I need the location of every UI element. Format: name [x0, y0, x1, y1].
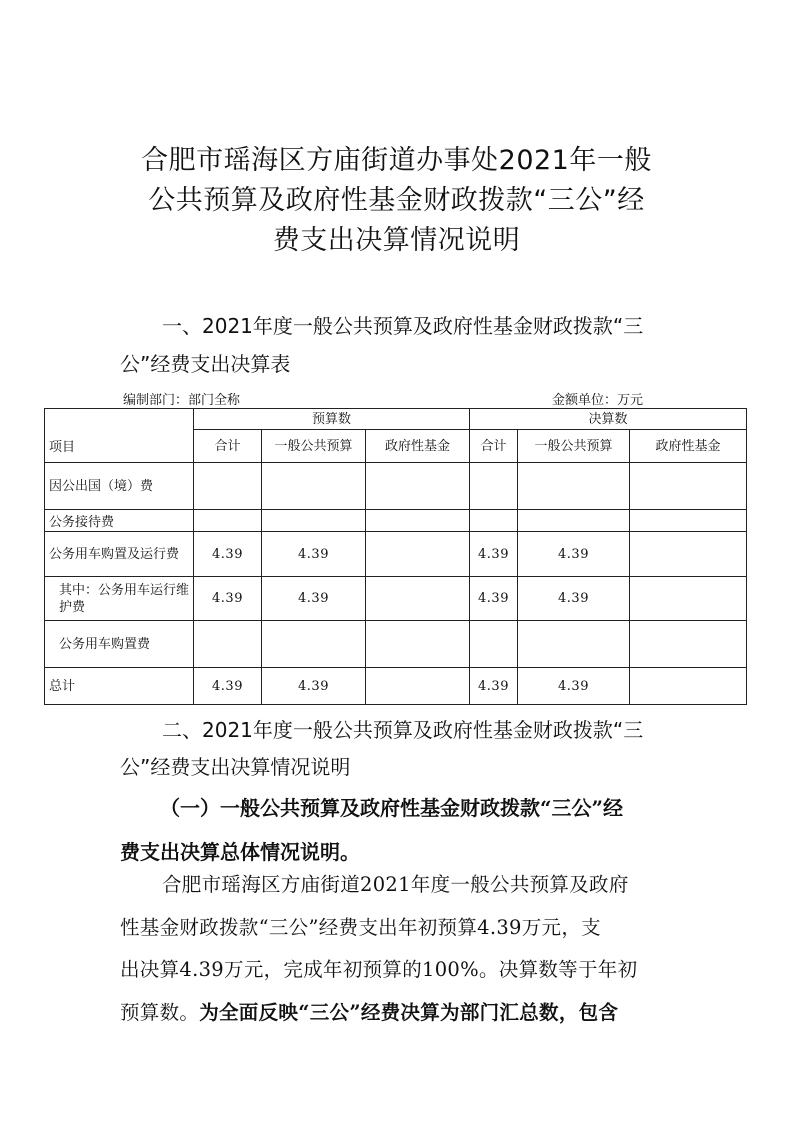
row-item: 因公出国（境）费	[45, 463, 194, 510]
header-final-total: 合计	[470, 430, 518, 463]
subsection-1-heading	[120, 786, 685, 874]
row-budget-total	[194, 621, 262, 668]
row-budget-fund	[366, 668, 470, 705]
row-final-fund	[630, 668, 747, 705]
header-final-fund: 政府性基金	[630, 430, 747, 463]
body-paragraph	[120, 864, 685, 1034]
row-budget-fund	[366, 532, 470, 577]
row-final-fund	[630, 621, 747, 668]
row-final-general: 4.39	[518, 668, 630, 705]
section-2-heading-line-2: 公”经费支出决算情况说明	[120, 755, 351, 779]
row-final-general	[518, 510, 630, 532]
row-budget-general	[262, 463, 366, 510]
row-final-fund	[630, 510, 747, 532]
row-budget-general: 4.39	[262, 532, 366, 577]
compiling-unit: 编制部门：部门全称	[123, 393, 241, 408]
row-item: 公务用车购置费	[45, 621, 194, 668]
row-final-total: 4.39	[470, 577, 518, 621]
row-budget-general	[262, 621, 366, 668]
row-budget-total: 4.39	[194, 668, 262, 705]
title-line-2: 公共预算及政府性基金财政拨款“三公”经	[148, 185, 645, 216]
three-public-expenses-table	[44, 408, 747, 705]
row-final-total	[470, 621, 518, 668]
table-row	[45, 532, 747, 577]
paragraph-line-4-normal: 预算数。	[120, 1000, 200, 1024]
row-budget-total: 4.39	[194, 577, 262, 621]
paragraph-line-4	[120, 992, 685, 1035]
row-final-fund	[630, 532, 747, 577]
header-budget-total: 合计	[194, 430, 262, 463]
section-1-heading-line-1: 一、2021年度一般公共预算及政府性基金财政拨款“三	[162, 314, 644, 338]
row-budget-fund	[366, 621, 470, 668]
row-item: 公务接待费	[45, 510, 194, 532]
row-budget-fund	[366, 463, 470, 510]
subsection-1-heading-line-1: （一）一般公共预算及政府性基金财政拨款“三公”经	[160, 796, 624, 820]
document-title	[0, 141, 793, 261]
paragraph-line-4-bold: 为全面反映“三公”经费决算为部门汇总数，包含	[199, 1000, 619, 1024]
row-item: 总计	[45, 668, 194, 705]
row-item: 其中：公务用车运行维护费	[45, 577, 194, 621]
row-budget-total	[194, 463, 262, 510]
row-final-total: 4.39	[470, 668, 518, 705]
table-row	[45, 577, 747, 621]
table-row	[45, 510, 747, 532]
section-2-heading-line-1: 二、2021年度一般公共预算及政府性基金财政拨款“三	[162, 718, 644, 742]
row-final-general	[518, 463, 630, 510]
row-final-total: 4.39	[470, 532, 518, 577]
section-1-heading-line-2: 公”经费支出决算表	[120, 352, 291, 376]
row-budget-total: 4.39	[194, 532, 262, 577]
header-final-general: 一般公共预算	[518, 430, 630, 463]
section-2-heading	[120, 712, 680, 786]
amount-unit: 金额单位：万元	[552, 393, 644, 408]
header-final-group: 决算数	[470, 409, 747, 430]
title-line-1: 合肥市瑶海区方庙街道办事处2021年一般	[141, 145, 652, 176]
header-budget-general: 一般公共预算	[262, 430, 366, 463]
row-budget-fund	[366, 510, 470, 532]
title-line-3: 费支出决算情况说明	[272, 225, 521, 256]
row-final-general: 4.39	[518, 532, 630, 577]
table-row	[45, 463, 747, 510]
header-budget-fund: 政府性基金	[366, 430, 470, 463]
row-final-fund	[630, 463, 747, 510]
paragraph-line-1: 合肥市瑶海区方庙街道2021年度一般公共预算及政府	[162, 873, 629, 896]
row-budget-general	[262, 510, 366, 532]
header-budget-group: 预算数	[194, 409, 470, 430]
paragraph-line-3: 出决算4.39万元，完成年初预算的100%。决算数等于年初	[120, 958, 638, 981]
row-budget-general: 4.39	[262, 668, 366, 705]
row-final-general: 4.39	[518, 577, 630, 621]
paragraph-line-2: 性基金财政拨款“三公”经费支出年初预算4.39万元，支	[120, 915, 601, 939]
row-final-total	[470, 510, 518, 532]
header-item: 项目	[45, 409, 194, 463]
row-final-fund	[630, 577, 747, 621]
row-budget-fund	[366, 577, 470, 621]
subsection-1-heading-line-2: 费支出决算总体情况说明。	[120, 840, 360, 864]
row-final-total	[470, 463, 518, 510]
section-1-heading	[120, 307, 680, 383]
row-item: 公务用车购置及运行费	[45, 532, 194, 577]
table-row	[45, 621, 747, 668]
row-budget-general: 4.39	[262, 577, 366, 621]
row-budget-total	[194, 510, 262, 532]
row-final-general	[518, 621, 630, 668]
table-row-total	[45, 668, 747, 705]
